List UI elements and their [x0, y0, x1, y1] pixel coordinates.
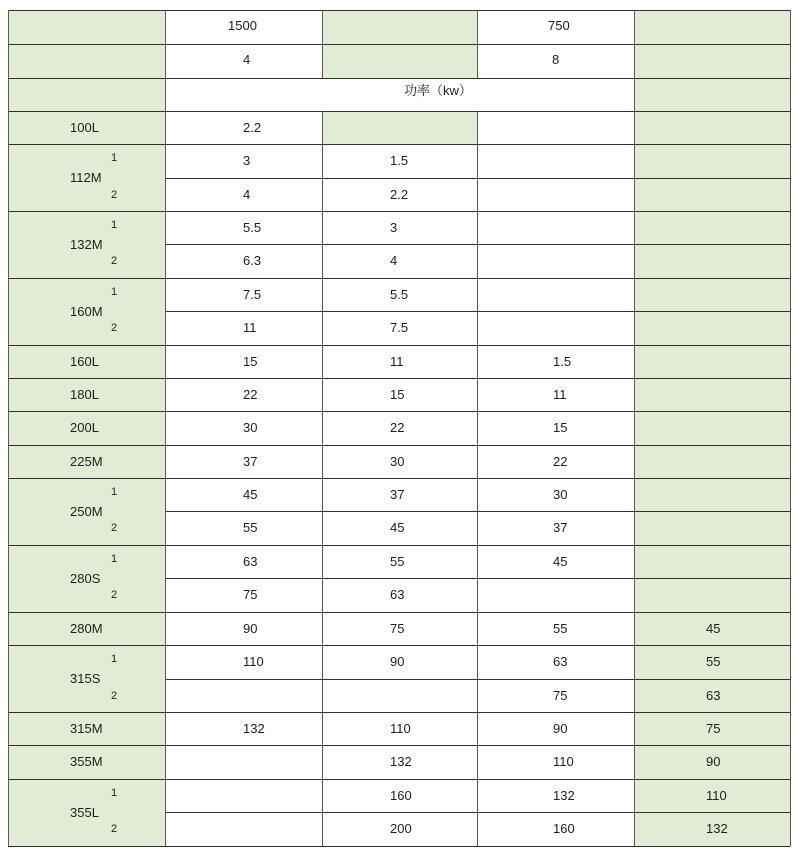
power-value: 90 [390, 654, 405, 669]
sub-frame-id: 2 [111, 589, 118, 601]
col-rule [634, 111, 635, 846]
power-value: 22 [390, 420, 405, 435]
power-value: 45 [706, 621, 721, 636]
power-value: 75 [390, 621, 405, 636]
power-value: 132 [706, 821, 728, 836]
row-rule [8, 144, 790, 145]
power-value: 15 [243, 354, 258, 369]
sub-frame-id: 1 [111, 653, 118, 665]
power-value: 160 [553, 821, 575, 836]
power-value: 5.5 [243, 220, 262, 235]
power-value: 90 [706, 754, 721, 769]
speed-1500: 1500 [228, 18, 257, 33]
col-rule-power-header [165, 78, 166, 111]
sub-frame-id: 1 [111, 152, 118, 164]
row-rule [8, 545, 790, 546]
sub-frame-id: 2 [111, 823, 118, 835]
power-value: 37 [390, 487, 405, 502]
col-rule [165, 10, 166, 78]
frame-label: 280S [70, 571, 101, 586]
col-rule [477, 111, 478, 846]
power-value: 5.5 [390, 287, 409, 302]
power-value: 132 [390, 754, 412, 769]
row-rule [8, 345, 790, 346]
sub-frame-id: 1 [111, 219, 118, 231]
speed-750: 750 [548, 18, 570, 33]
poles-8: 8 [552, 52, 560, 67]
col-rule [477, 10, 478, 78]
power-value: 55 [390, 554, 405, 569]
power-value: 3 [390, 220, 398, 235]
power-value: 15 [390, 387, 405, 402]
power-value: 200 [390, 821, 412, 836]
col-rule [165, 111, 166, 846]
row-rule [8, 779, 790, 780]
col-rule [322, 10, 323, 78]
power-value: 90 [243, 621, 258, 636]
power-value: 110 [243, 654, 264, 669]
power-value: 55 [243, 520, 258, 535]
row-rule [8, 712, 790, 713]
col-rule [322, 111, 323, 846]
frame-label: 355L [70, 805, 99, 820]
power-value: 63 [706, 688, 721, 703]
row-rule [8, 111, 790, 112]
frame-label: 355M [70, 754, 103, 769]
power-value: 75 [243, 587, 258, 602]
frame-label: 112M [70, 170, 102, 185]
row-rule [8, 846, 790, 847]
power-value: 110 [553, 754, 574, 769]
sub-frame-id: 2 [111, 522, 118, 534]
power-value: 11 [390, 354, 404, 369]
power-value: 75 [706, 721, 721, 736]
power-value: 45 [243, 487, 258, 502]
power-value: 37 [553, 520, 568, 535]
power-value: 4 [390, 253, 398, 268]
power-value: 63 [390, 587, 405, 602]
frame-label: 160M [70, 304, 103, 319]
power-value: 110 [706, 788, 727, 803]
col-rule-power-header [634, 78, 635, 111]
sub-frame-id: 1 [111, 286, 118, 298]
power-value: 1.5 [390, 153, 409, 168]
power-header-label: 功率（kw） [404, 83, 472, 98]
row-rule [8, 411, 790, 412]
power-value: 75 [553, 688, 568, 703]
sub-frame-id: 2 [111, 322, 118, 334]
sub-frame-id: 2 [111, 690, 118, 702]
power-value: 7.5 [390, 320, 409, 335]
power-value: 132 [553, 788, 575, 803]
power-value: 30 [553, 487, 568, 502]
row-rule [8, 445, 790, 446]
power-value: 11 [243, 320, 257, 335]
row-rule [8, 78, 790, 79]
frame-label: 100L [70, 120, 99, 135]
col-rule-outer [8, 10, 9, 846]
column-shade-1000 [322, 111, 477, 144]
power-value: 3 [243, 153, 251, 168]
frame-label: 132M [70, 237, 103, 252]
power-value: 30 [390, 454, 405, 469]
frame-label: 160L [70, 354, 99, 369]
power-value: 45 [390, 520, 405, 535]
sub-frame-id: 1 [111, 486, 118, 498]
power-value: 1.5 [553, 354, 572, 369]
power-value: 63 [553, 654, 568, 669]
frame-label: 280M [70, 621, 103, 636]
frame-label: 315S [70, 671, 101, 686]
power-value: 63 [243, 554, 258, 569]
power-value: 37 [243, 454, 258, 469]
power-value: 22 [243, 387, 258, 402]
power-value: 30 [243, 420, 258, 435]
power-value: 7.5 [243, 287, 262, 302]
row-rule [8, 211, 790, 212]
power-value: 110 [390, 721, 411, 736]
row-rule [8, 44, 790, 45]
power-value: 90 [553, 721, 568, 736]
power-value: 132 [243, 721, 265, 736]
power-value: 11 [553, 387, 567, 402]
col-rule [634, 10, 635, 78]
row-rule [8, 645, 790, 646]
power-value: 2.2 [390, 187, 409, 202]
power-value: 6.3 [243, 253, 262, 268]
sub-frame-id: 1 [111, 553, 118, 565]
row-rule [8, 378, 790, 379]
power-value: 55 [553, 621, 568, 636]
sub-frame-id: 1 [111, 787, 118, 799]
sub-frame-id: 2 [111, 189, 118, 201]
power-value: 22 [553, 454, 568, 469]
sub-frame-id: 2 [111, 255, 118, 267]
frame-label: 315M [70, 721, 103, 736]
power-value: 4 [243, 187, 251, 202]
frame-label: 200L [70, 420, 99, 435]
power-value: 45 [553, 554, 568, 569]
power-value: 15 [553, 420, 568, 435]
power-value: 2.2 [243, 120, 262, 135]
col-rule-outer [790, 10, 791, 846]
row-rule [8, 612, 790, 613]
row-rule [8, 745, 790, 746]
power-value: 160 [390, 788, 412, 803]
frame-label: 225M [70, 454, 103, 469]
power-value: 55 [706, 654, 721, 669]
row-rule [8, 10, 790, 11]
row-rule [8, 478, 790, 479]
frame-label: 180L [70, 387, 99, 402]
row-rule [8, 278, 790, 279]
poles-4: 4 [243, 52, 251, 67]
frame-label: 250M [70, 504, 103, 519]
